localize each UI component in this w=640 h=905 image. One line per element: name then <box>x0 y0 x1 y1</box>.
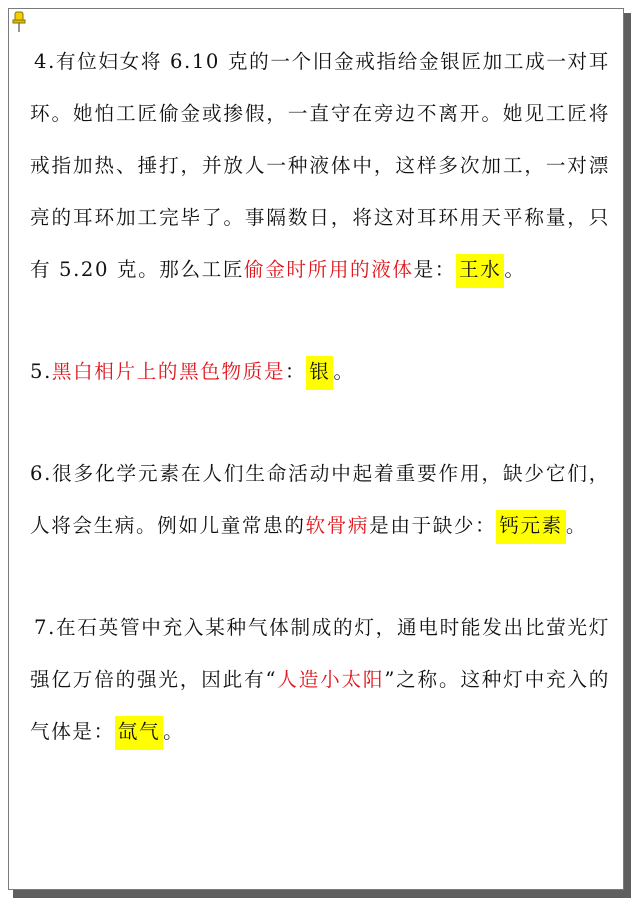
question-4-end: 。 <box>504 258 526 281</box>
question-6-highlight: 软骨病 <box>305 514 370 537</box>
question-4-highlight: 偷金时所用的液体 <box>244 258 414 281</box>
question-7-answer: 氙气 <box>115 716 163 750</box>
question-6-tail: 是由于缺少： <box>369 514 497 537</box>
question-4-tail: 是： <box>413 258 456 281</box>
question-4-text: 4.有位妇女将 6.10 克的一个旧金戒指给金银匠加工成一对耳环。她怕工匠偷金或掺假，一直守在旁边不离开。她见工匠将戒指加热、捶打，并放人一种液体中，这样多次加工，一对漂亮的耳环加工完毕了。事隔数日，将这对耳环用天平称量，只有 5.20 克。那么工匠 <box>30 50 610 281</box>
question-5-highlight: 黑白相片上的黑色物质是 <box>51 360 286 383</box>
pushpin-icon <box>12 11 26 33</box>
question-5-tail: ： <box>285 360 307 383</box>
question-5-number: 5. <box>30 360 52 383</box>
question-5-end: 。 <box>333 360 355 383</box>
question-7-tail: ”之称。这种灯中充入的气体是： <box>30 668 611 743</box>
question-5-answer: 银 <box>306 356 333 390</box>
question-6-end: 。 <box>565 514 588 537</box>
question-6 <box>30 448 610 552</box>
question-list <box>30 36 610 758</box>
question-7-text: 7.在石英管中充入某种气体制成的灯，通电时能发出比萤光灯强亿万倍的强光，因此有“ <box>30 616 610 691</box>
question-6-text: 6.很多化学元素在人们生命活动中起着重要作用，缺少它们，人将会生病。例如儿童常患的 <box>30 462 610 537</box>
question-7-highlight: 人造小太阳 <box>277 668 385 691</box>
question-7-end: 。 <box>163 720 185 743</box>
question-4 <box>30 36 610 296</box>
question-7 <box>30 602 610 758</box>
question-4-answer: 王水 <box>456 254 504 288</box>
question-5 <box>30 346 610 398</box>
question-6-answer: 钙元素 <box>496 510 566 544</box>
